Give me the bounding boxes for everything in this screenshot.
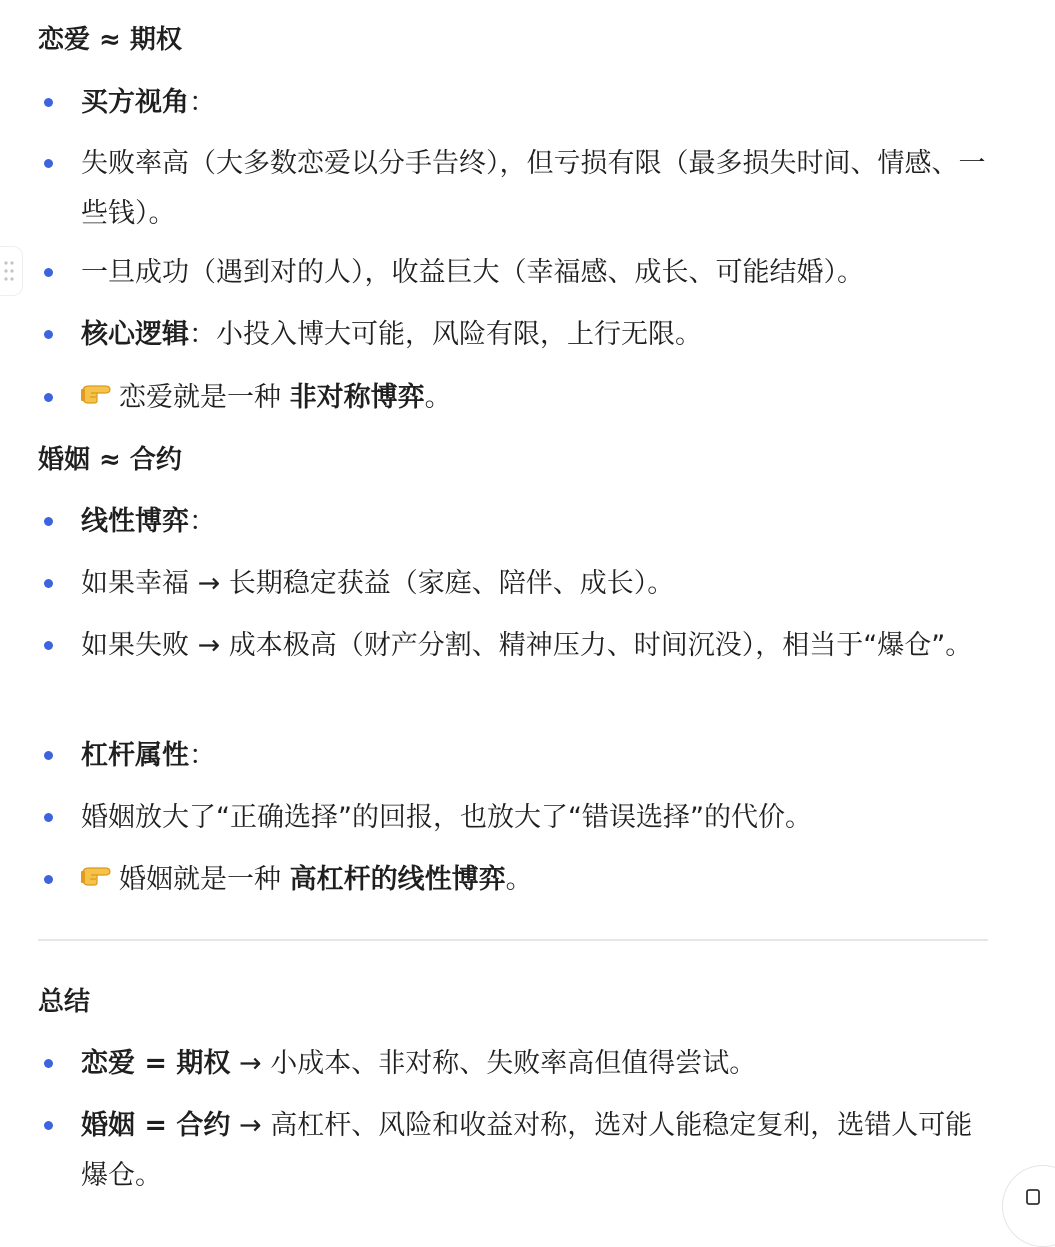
section-title-love-option: 恋爱 ≈ 期权 — [38, 25, 182, 55]
bullet-dot — [44, 159, 53, 168]
list-item-text: 恋爱 = 期权 → 小成本、非对称、失败率高但值得尝试。 — [81, 1048, 757, 1079]
list-item-text: 婚姻放大了“正确选择”的回报，也放大了“错误选择”的代价。 — [81, 802, 812, 833]
bullet-dot — [44, 641, 53, 650]
bullet-dot — [44, 330, 53, 339]
bullet-dot — [44, 517, 53, 526]
list-item-text: 买方视角： — [81, 87, 216, 118]
pointing-hand-icon — [81, 853, 113, 903]
list-item-text: 杠杆属性： — [81, 740, 216, 771]
bullet-dot — [44, 813, 53, 822]
list-item-text: 核心逻辑：小投入博大可能，风险有限，上行无限。 — [81, 319, 702, 350]
list-item-text: 婚姻就是一种 高杠杆的线性博弈。 — [81, 855, 991, 905]
bullet-dot — [44, 875, 53, 884]
list-item-text: 婚姻 = 合约 → 高杠杆、风险和收益对称，选对人能稳定复利，选错人可能爆仓。 — [81, 1110, 973, 1191]
section-title-marriage-contract: 婚姻 ≈ 合约 — [38, 445, 182, 475]
section-divider — [38, 939, 988, 941]
bullet-dot — [44, 98, 53, 107]
list-item-text: 恋爱就是一种 非对称博弈。 — [81, 373, 991, 423]
bullet-dot — [44, 579, 53, 588]
floating-action-button[interactable] — [1002, 1165, 1055, 1247]
bullet-dot — [44, 393, 53, 402]
pointing-hand-icon — [81, 371, 113, 421]
list-item-text: 如果幸福 → 长期稳定获益（家庭、陪伴、成长）。 — [81, 568, 675, 599]
bullet-dot — [44, 1121, 53, 1130]
copy-icon — [1023, 1186, 1043, 1206]
drag-handle[interactable] — [0, 246, 23, 296]
list-item-text: 线性博弈： — [81, 506, 216, 537]
drag-dots-icon — [3, 260, 15, 282]
list-item-text: 如果失败 → 成本极高（财产分割、精神压力、时间沉没），相当于“爆仓”。 — [81, 630, 973, 661]
bullet-dot — [44, 268, 53, 277]
list-item-text: 一旦成功（遇到对的人），收益巨大（幸福感、成长、可能结婚）。 — [81, 257, 864, 288]
bullet-dot — [44, 751, 53, 760]
bullet-dot — [44, 1059, 53, 1068]
list-item-text: 失败率高（大多数恋爱以分手告终），但亏损有限（最多损失时间、情感、一些钱）。 — [81, 148, 986, 229]
section-title-summary: 总结 — [38, 987, 91, 1017]
